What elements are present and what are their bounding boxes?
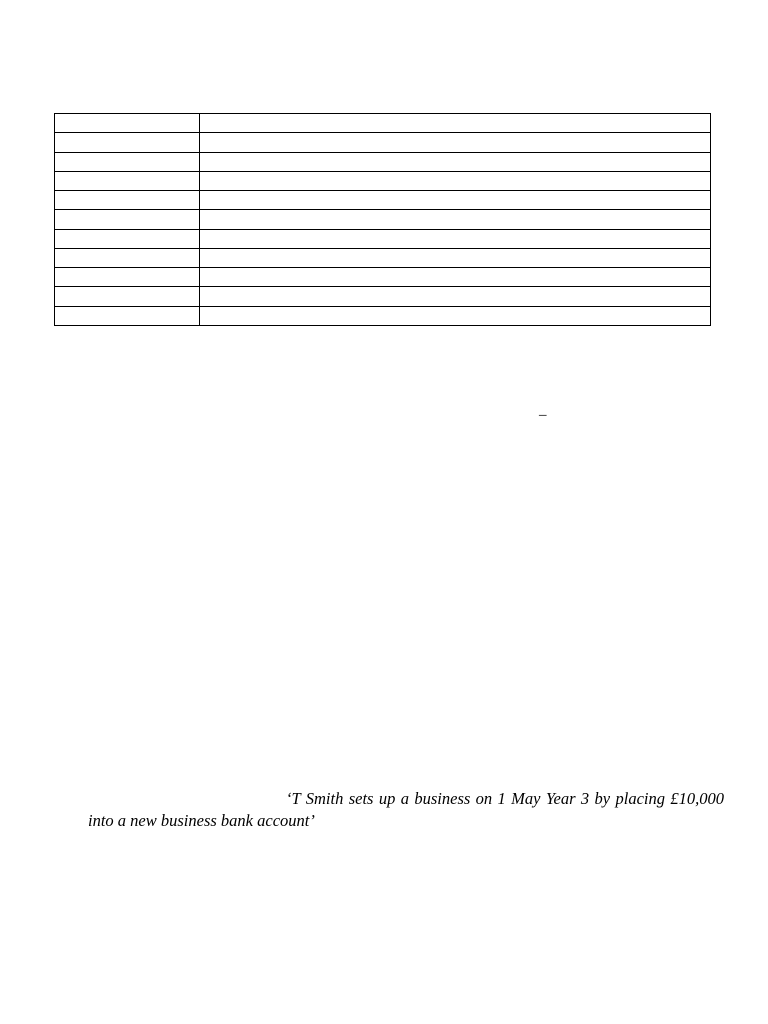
table-cell-value	[200, 171, 711, 190]
table-cell-label	[55, 210, 200, 229]
table-row	[55, 210, 711, 229]
table-cell-value	[200, 248, 711, 267]
table-row	[55, 114, 711, 133]
table-cell-value	[200, 229, 711, 248]
table-cell-value	[200, 191, 711, 210]
table-cell-label	[55, 133, 200, 152]
table-cell-value	[200, 306, 711, 325]
table-cell-label	[55, 306, 200, 325]
table-cell-label	[55, 287, 200, 306]
dash-mark: –	[539, 407, 547, 423]
table-cell-label	[55, 114, 200, 133]
grid-table-body	[55, 114, 711, 326]
table-cell-value	[200, 287, 711, 306]
table-row	[55, 287, 711, 306]
table-cell-value	[200, 152, 711, 171]
example-quote: ‘T Smith sets up a business on 1 May Year 3 by placing £10,000 into a new business bank account’	[88, 789, 724, 830]
table-cell-value	[200, 210, 711, 229]
table-row	[55, 133, 711, 152]
table-cell-value	[200, 114, 711, 133]
table-row	[55, 306, 711, 325]
table-cell-label	[55, 152, 200, 171]
table-row	[55, 191, 711, 210]
table-row	[55, 171, 711, 190]
table-row	[55, 229, 711, 248]
table-row	[55, 152, 711, 171]
table-cell-label	[55, 268, 200, 287]
empty-grid-table	[54, 113, 711, 326]
table-cell-value	[200, 133, 711, 152]
table-row	[55, 268, 711, 287]
table-cell-label	[55, 248, 200, 267]
table-cell-label	[55, 191, 200, 210]
table-cell-label	[55, 229, 200, 248]
table-row	[55, 248, 711, 267]
table-cell-label	[55, 171, 200, 190]
table-cell-value	[200, 268, 711, 287]
